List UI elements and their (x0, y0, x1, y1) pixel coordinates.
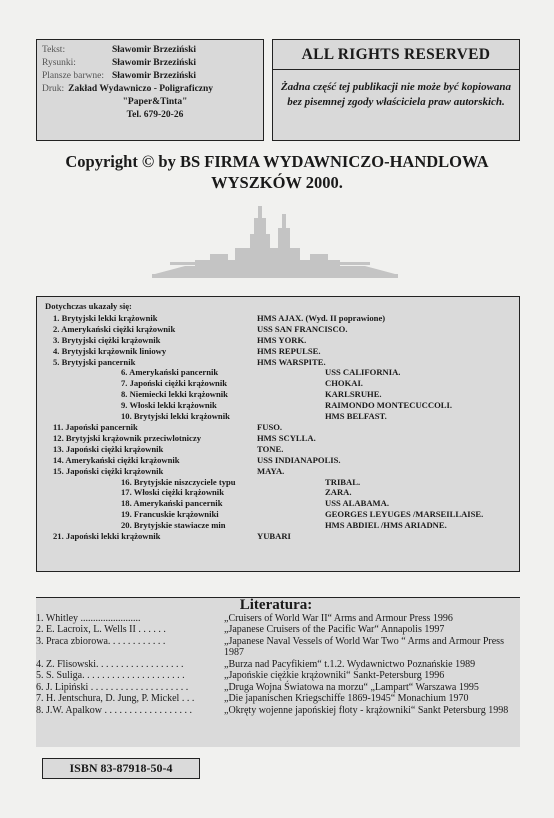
list-item (45, 367, 511, 378)
isbn-box: ISBN 83-87918-50-4 (42, 758, 200, 779)
list-item (45, 466, 511, 477)
item-title: HMS REPULSE. (257, 345, 321, 356)
list-item (45, 531, 511, 542)
item-title: HMS BELFAST. (325, 411, 387, 422)
list-item (45, 455, 511, 466)
item-label: 9. Włoski lekki krążownik (121, 400, 217, 411)
print-phone: Tel. 679-20-26 (126, 110, 184, 120)
battleship-silhouette-icon (150, 196, 400, 286)
rights-box (272, 39, 520, 141)
list-item (45, 433, 511, 444)
published-intro: Dotychczas ukazały się: (45, 301, 132, 311)
literature-work: „Die japanischen Kriegschiffe 1869-1945“ Monachium 1970 (224, 693, 469, 704)
item-title: USS SAN FRANCISCO. (257, 323, 348, 334)
list-item (45, 378, 511, 389)
literature-item (36, 613, 516, 625)
copyright-notice (30, 151, 524, 193)
list-item (45, 313, 511, 324)
item-title: HMS ABDIEL /HMS ARIADNE. (325, 520, 447, 531)
item-label: 18. Amerykański pancernik (121, 498, 223, 509)
published-list (45, 313, 511, 542)
literature-item (36, 682, 516, 694)
literature-heading: Literatura: (239, 597, 313, 613)
item-title: HMS YORK. (257, 334, 307, 345)
literature-item (36, 624, 516, 636)
item-title: TONE. (257, 443, 284, 454)
literature-item (36, 705, 516, 717)
item-label: 17. Włoski ciężki krążownik (121, 487, 224, 498)
literature-author: 8. J.W. Apalkow . . . . . . . . . . . . . . . . . . (36, 704, 193, 716)
literature-work: „Japanese Naval Vessels of World War Two “ Arms and Armour Press 1987 (224, 635, 504, 658)
list-item (45, 520, 511, 531)
literature-item (36, 670, 516, 682)
list-item (45, 422, 511, 433)
item-title: GEORGES LEYUGES /MARSEILLAISE. (325, 509, 484, 520)
item-label: 20. Brytyjskie stawiacze min (121, 520, 226, 531)
list-item (45, 411, 511, 422)
literature-item (36, 636, 516, 659)
literature-work: „Japońskie ciężkie krążowniki“ Sankt-Petersburg 1996 (224, 670, 445, 681)
literature-author: 5. S. Suliga. . . . . . . . . . . . . . . . . . . . . (36, 670, 185, 681)
list-item (45, 346, 511, 357)
item-label: 12. Brytyjski krążownik przeciwlotniczy (53, 432, 201, 443)
list-item (45, 324, 511, 335)
item-label: 5. Brytyjski pancernik (53, 356, 136, 367)
literature-author: 1. Whitley ........................ (36, 612, 141, 624)
item-label: 10. Brytyjski lekki krążownik (121, 411, 230, 422)
copyright-line-1: Copyright © by BS FIRMA WYDAWNICZO-HANDLOWA (65, 152, 489, 171)
item-label: 15. Japoński ciężki krążownik (53, 465, 164, 476)
item-label: 4. Brytyjski krążownik liniowy (53, 345, 167, 356)
literature-work: „Burza nad Pacyfikiem“ t.1.2. Wydawnictwo Poznańskie 1989 (224, 658, 476, 670)
list-item (45, 400, 511, 411)
item-title: USS CALIFORNIA. (325, 367, 401, 378)
item-title: FUSO. (257, 421, 283, 432)
literature-author: 4. Z. Flisowski. . . . . . . . . . . . . . . . . . (36, 658, 184, 670)
item-title: HMS AJAX. (Wyd. II poprawione) (257, 312, 386, 323)
item-label: 11. Japoński pancernik (53, 421, 138, 432)
credit-print: Druk: Zakład Wydawniczo - Poligraficzny (42, 84, 214, 94)
literature-author: 2. E. Lacroix, L. Wells II . . . . . . (36, 624, 166, 635)
literature-item (36, 693, 516, 705)
literature-work: „Druga Wojna Światowa na morzu“ „Lampart“ Warszawa 1995 (224, 681, 479, 693)
published-titles-box (36, 296, 520, 572)
item-title: HMS WARSPITE. (257, 356, 326, 367)
credit-text: Tekst: Sławomir Brzeziński (42, 45, 197, 55)
list-item (45, 335, 511, 346)
item-title: YUBARI (257, 531, 291, 542)
item-label: 19. Francuskie krążowniki (121, 509, 219, 520)
credit-colors: Plansze barwne: Sławomir Brzeziński (42, 71, 197, 81)
print-name: "Paper&Tinta" (122, 97, 188, 107)
credits-box (36, 39, 264, 141)
literature-work: „Okręty wojenne japońskiej floty - krążowniki“ Sankt Petersburg 1998 (224, 704, 509, 716)
item-title: RAIMONDO MONTECUCCOLI. (325, 400, 452, 411)
list-item (45, 487, 511, 498)
item-title: USS ALABAMA. (325, 498, 389, 509)
item-title: TRIBAL. (325, 476, 361, 487)
list-item (45, 444, 511, 455)
literature-work: „Cruisers of World War II“ Arms and Armour Press 1996 (224, 612, 453, 624)
list-item (45, 389, 511, 400)
list-item (45, 509, 511, 520)
literature-author: 7. H. Jentschura, D. Jung, P. Mickel . . . (36, 693, 195, 704)
item-label: 16. Brytyjskie niszczyciele typu (121, 476, 236, 487)
literature-author: 3. Praca zbiorowa. . . . . . . . . . . . (36, 635, 166, 647)
list-item (45, 477, 511, 488)
item-label: 6. Amerykański pancernik (121, 367, 219, 378)
item-title: CHOKAI. (325, 378, 363, 389)
item-label: 7. Japoński ciężki krążownik (121, 378, 228, 389)
list-item (45, 357, 511, 368)
literature-list (36, 613, 516, 717)
literature-item (36, 659, 516, 671)
item-title: HMS SCYLLA. (257, 432, 316, 443)
list-item (45, 498, 511, 509)
item-label: 13. Japoński ciężki krążownik (53, 443, 164, 454)
literature-work: „Japanese Cruisers of the Pacific War“ Annapolis 1997 (224, 624, 445, 635)
item-title: USS INDIANAPOLIS. (257, 454, 341, 465)
item-label: 3. Brytyjski ciężki krążownik (53, 334, 161, 345)
literature-section (36, 597, 520, 747)
item-label: 8. Niemiecki lekki krążownik (121, 389, 228, 400)
rights-text: Żadna część tej publikacji nie może być kopiowana bez pisemnej zgody właściciela praw autorskich. (280, 81, 512, 108)
item-label: 2. Amerykański ciężki krążownik (53, 323, 176, 334)
item-title: ZARA. (325, 487, 352, 498)
credit-drawings: Rysunki: Sławomir Brzeziński (42, 58, 197, 68)
item-label: 21. Japoński lekki krążownik (53, 531, 161, 542)
item-label: 14. Amerykański ciężki krążownik (53, 454, 180, 465)
item-title: KARLSRUHE. (325, 389, 382, 400)
rights-divider (273, 69, 519, 70)
literature-author: 6. J. Lipiński . . . . . . . . . . . . . . . . . . . . (36, 681, 189, 693)
item-label: 1. Brytyjski lekki krążownik (53, 312, 158, 323)
item-title: MAYA. (257, 465, 285, 476)
copyright-line-2: WYSZKÓW 2000. (211, 173, 343, 192)
rights-heading: ALL RIGHTS RESERVED (301, 46, 491, 63)
